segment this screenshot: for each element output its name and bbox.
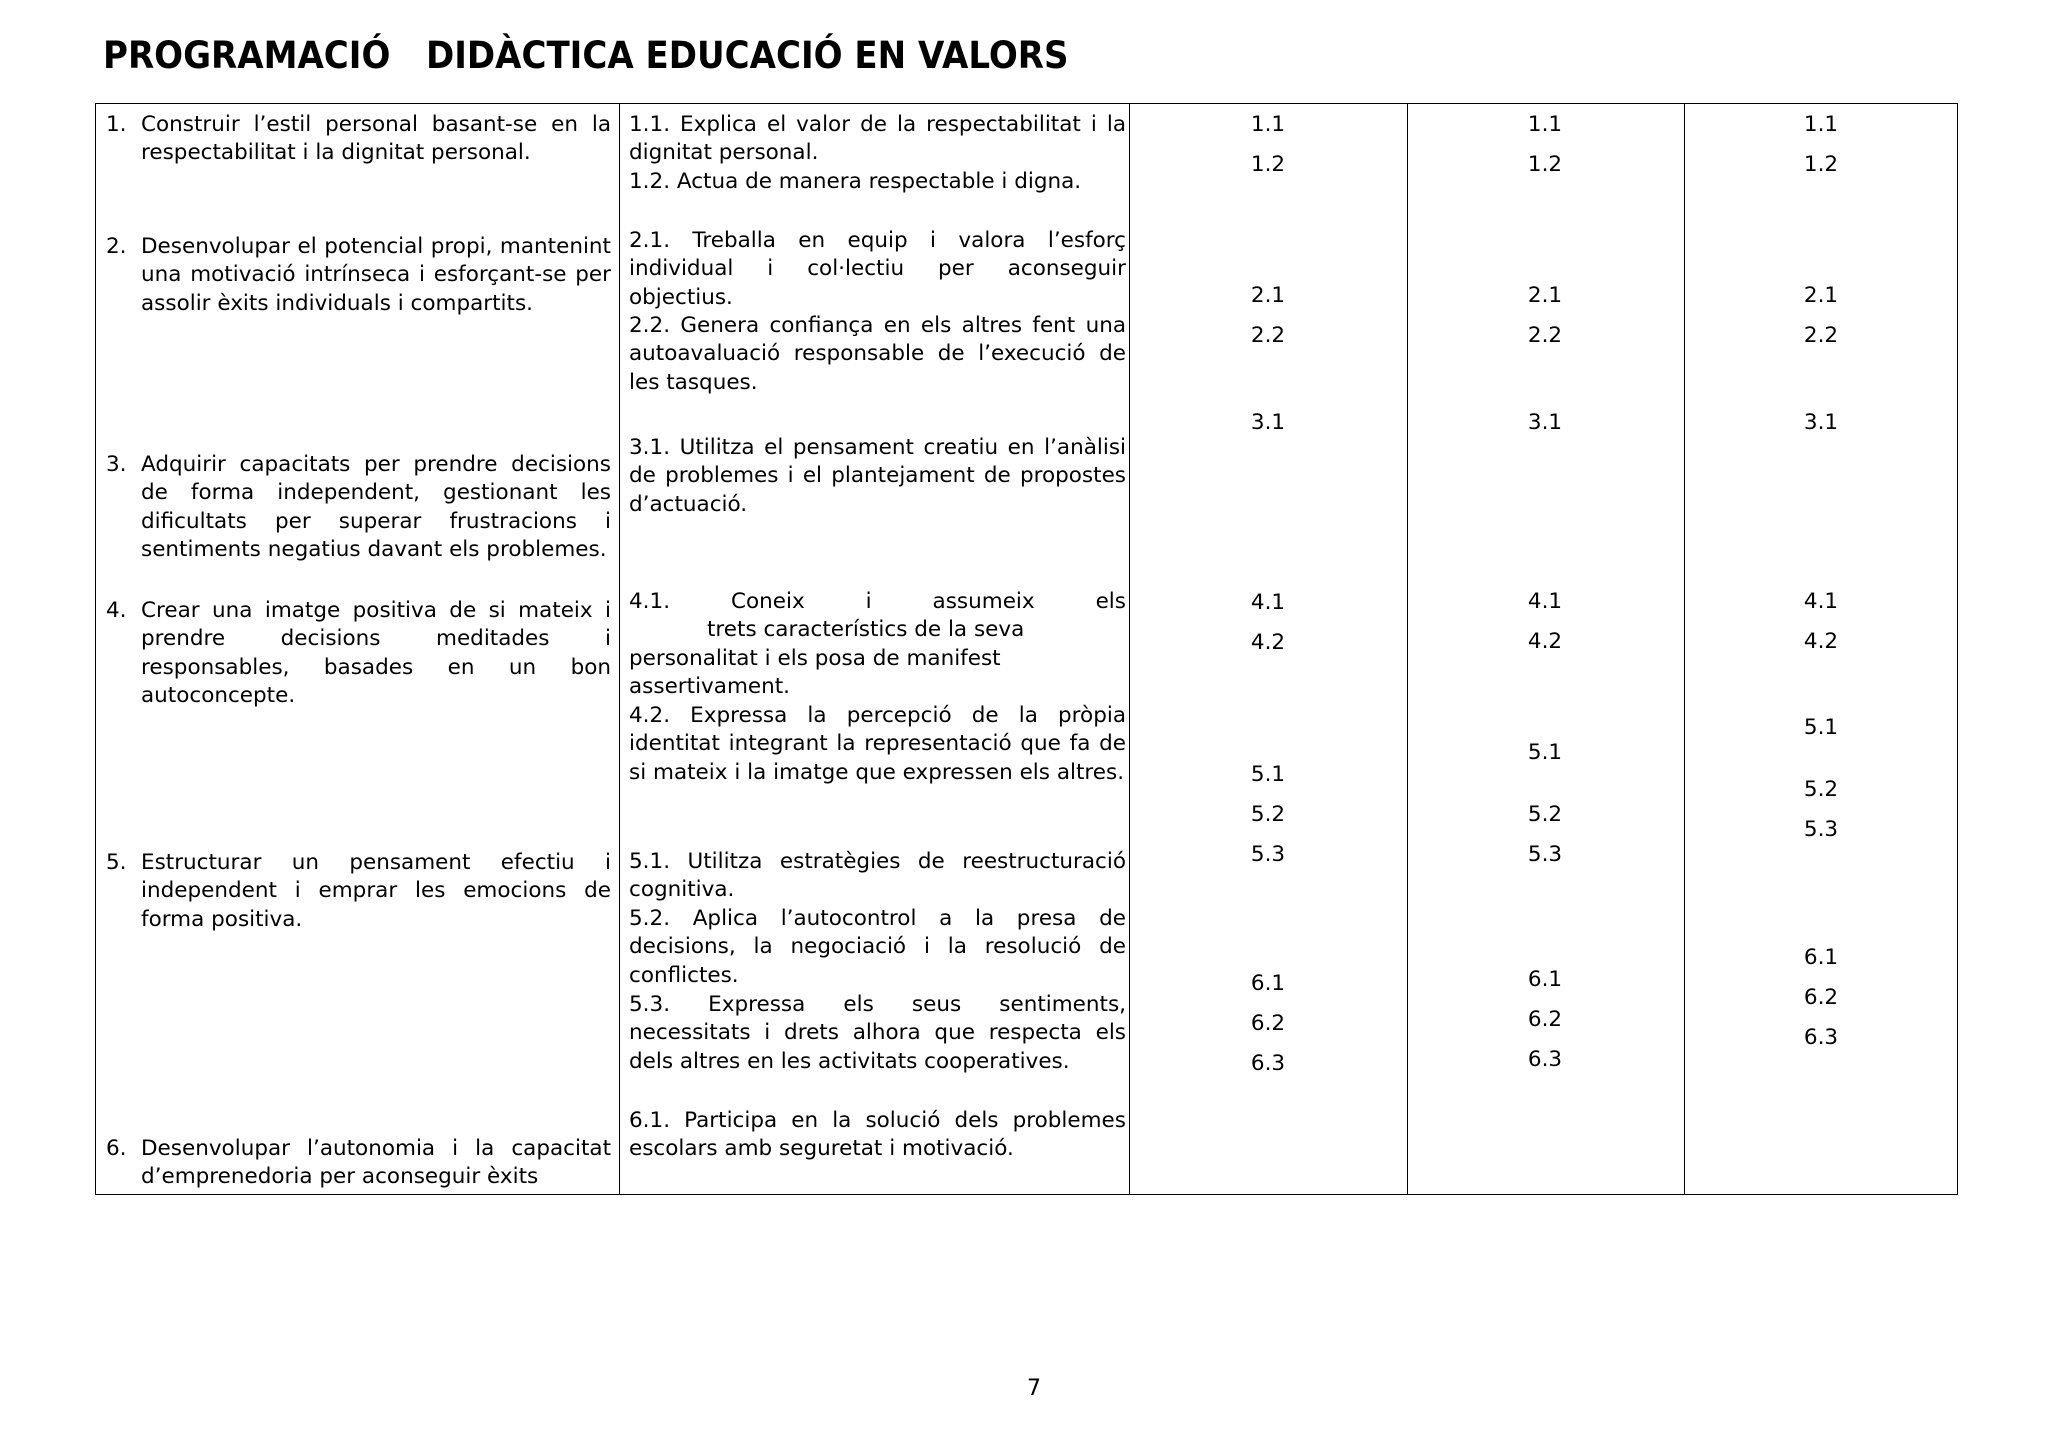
standard-item: 3.1. Utilitza el pensament creatiu en l’anàlisi de problemes i el plantejament de propostes d’actuació.: [629, 435, 1126, 517]
programming-table: [95, 103, 1958, 1195]
criterion-code: 2.2: [1803, 323, 1839, 348]
objective-text: Construir l’estil personal basant-se en la respectabilitat i la dignitat personal.: [141, 112, 611, 166]
standard-item: 1.1. Explica el valor de la respectabilitat i la dignitat personal.: [629, 112, 1126, 166]
standard-line: personalitat i els posa de manifest: [629, 645, 1001, 671]
standard-item: 2.1. Treballa en equip i valora l’esforç individual i col·lectiu per aconseguir objectius.: [629, 228, 1126, 310]
objective-item: [106, 451, 611, 565]
objective-number: 1.: [106, 112, 127, 137]
criterion-code: 1.1: [1250, 112, 1286, 137]
objective-number: 5.: [106, 850, 127, 875]
criterion-code: 4.2: [1803, 629, 1839, 654]
criterion-code: 6.3: [1250, 1051, 1286, 1076]
standards-column: [619, 104, 1129, 1194]
criterion-code: 4.1: [1527, 589, 1563, 614]
criterion-code: 5.3: [1803, 817, 1839, 842]
standard-line: trets característics de la seva: [707, 617, 1025, 643]
criterion-code: 6.2: [1250, 1011, 1286, 1036]
criterion-code: 1.2: [1527, 152, 1563, 177]
objective-item: [106, 111, 611, 168]
criterion-code: 1.2: [1803, 152, 1839, 177]
objective-text: Crear una imatge positiva de si mateix i prendre decisions meditades i responsables, basades en un bon autoconcepte.: [141, 598, 611, 709]
standard-item: 2.2. Genera confiança en els altres fent una autoavaluació responsable de l’execució de les tasques.: [629, 313, 1126, 395]
criterion-code: 4.1: [1803, 589, 1839, 614]
criterion-code: 1.1: [1527, 112, 1563, 137]
criterion-code: 2.1: [1803, 283, 1839, 308]
standard-item: 5.3. Expressa els seus sentiments, necessitats i drets alhora que respecta els dels altres en les activitats cooperatives.: [629, 992, 1126, 1074]
criterion-code: 2.1: [1527, 283, 1563, 308]
objective-item: [106, 597, 611, 711]
criterion-code: 3.1: [1803, 410, 1839, 435]
objective-text: Estructurar un pensament efectiu i independent i emprar les emocions de forma positiva.: [141, 850, 611, 932]
objective-item: [106, 1135, 611, 1192]
criterion-code: 5.2: [1803, 777, 1839, 802]
criterion-code: 6.2: [1803, 985, 1839, 1010]
criterion-code: 2.2: [1250, 323, 1286, 348]
criterion-code: 5.3: [1527, 842, 1563, 867]
criterion-code: 4.2: [1250, 630, 1286, 655]
criterion-code: 1.2: [1250, 152, 1286, 177]
standard-item: 1.2. Actua de manera respectable i digna.: [629, 169, 1082, 194]
criterion-code: 6.3: [1803, 1025, 1839, 1050]
criterion-code: 2.1: [1250, 283, 1286, 308]
criterion-code: 5.1: [1803, 715, 1839, 740]
criterion-code: 6.2: [1527, 1007, 1563, 1032]
codes-column-3: [1684, 104, 1959, 1194]
page-title: PROGRAMACIÓ DIDÀCTICA EDUCACIÓ EN VALORS: [103, 34, 1069, 77]
standard-item: 6.1. Participa en la solució dels problemes escolars amb seguretat i motivació.: [629, 1108, 1126, 1162]
standard-item: 5.2. Aplica l’autocontrol a la presa de decisions, la negociació i la resolució de conflictes.: [629, 906, 1126, 988]
criterion-code: 5.1: [1250, 762, 1286, 787]
criterion-code: 6.1: [1803, 945, 1839, 970]
criterion-code: 3.1: [1250, 410, 1286, 435]
standard-line: [629, 588, 1126, 616]
standard-line: assertivament.: [629, 674, 791, 700]
standard-word: Coneix: [730, 589, 805, 614]
objective-number: 6.: [106, 1136, 127, 1161]
criterion-code: 5.2: [1250, 802, 1286, 827]
objective-number: 3.: [106, 452, 127, 477]
objective-item: [106, 849, 611, 934]
criterion-code: 5.2: [1527, 802, 1563, 827]
criterion-code: 6.1: [1527, 967, 1563, 992]
criterion-code: 2.2: [1527, 323, 1563, 348]
objective-text: Desenvolupar l’autonomia i la capacitat d’emprenedoria per aconseguir èxits: [141, 1136, 611, 1190]
standard-word: assumeix: [932, 589, 1035, 614]
codes-column-2: [1407, 104, 1684, 1194]
criterion-code: 6.3: [1527, 1047, 1563, 1072]
objective-number: 2.: [106, 234, 127, 259]
criterion-code: 5.3: [1250, 842, 1286, 867]
objective-item: [106, 233, 611, 318]
objective-text: Adquirir capacitats per prendre decisions de forma independent, gestionant les dificultats per superar frustracions i sentiments negatius davant els problemes.: [141, 452, 611, 563]
objectives-column: [96, 104, 619, 1194]
criterion-code: 4.2: [1527, 629, 1563, 654]
standard-item: 4.2. Expressa la percepció de la pròpia identitat integrant la representació que fa de si mateix i la imatge que expressen els altres.: [629, 703, 1126, 785]
objective-number: 4.: [106, 598, 127, 623]
criterion-code: 3.1: [1527, 410, 1563, 435]
page-number: 7: [1027, 1376, 1041, 1401]
standard-code: 4.1.: [629, 589, 671, 614]
criterion-code: 5.1: [1527, 740, 1563, 765]
criterion-code: 6.1: [1250, 971, 1286, 996]
objective-text: Desenvolupar el potencial propi, mantenint una motivació intrínseca i esforçant-se per assolir èxits individuals i compartits.: [141, 234, 611, 316]
standard-item: [629, 588, 1126, 702]
standard-word: els: [1095, 589, 1126, 614]
criterion-code: 4.1: [1250, 590, 1286, 615]
criterion-code: 1.1: [1803, 112, 1839, 137]
standard-item: 5.1. Utilitza estratègies de reestructuració cognitiva.: [629, 849, 1126, 903]
standard-word: i: [865, 589, 872, 614]
codes-column-1: [1129, 104, 1407, 1194]
